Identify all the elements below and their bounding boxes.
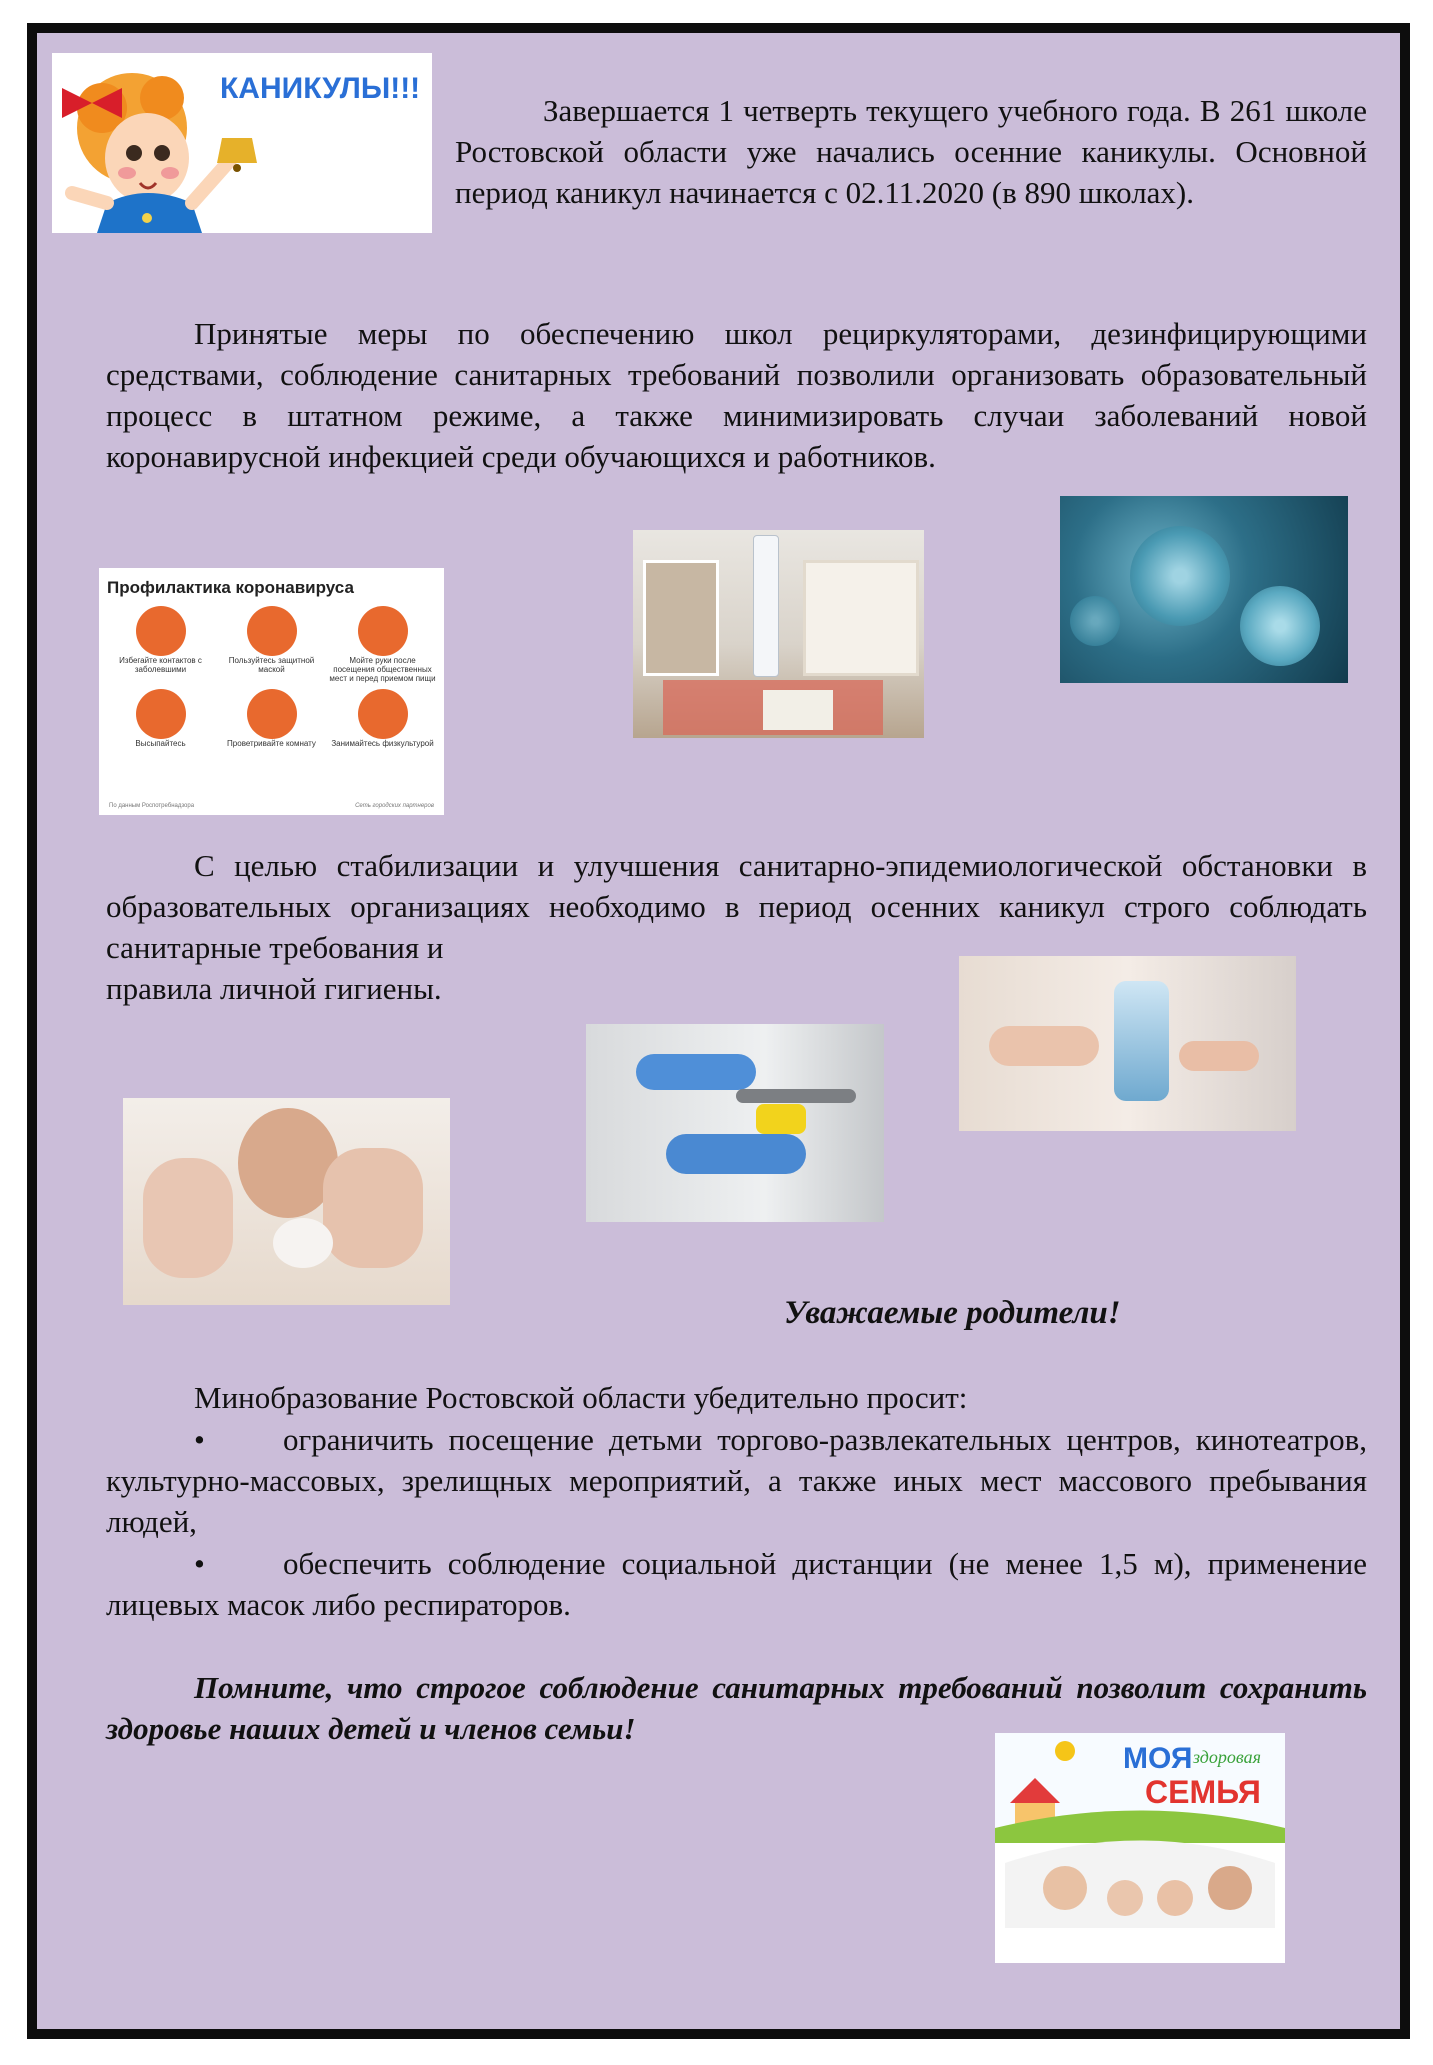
gloved-hand bbox=[636, 1054, 756, 1090]
gloved-hand bbox=[666, 1134, 806, 1174]
stabilize-paragraph-end: правила личной гигиены. bbox=[106, 971, 442, 1006]
logo-word-family: СЕМЬЯ bbox=[1145, 1774, 1261, 1810]
hand bbox=[989, 1026, 1099, 1066]
hand bbox=[323, 1148, 423, 1268]
poster-item: Мойте руки после посещения общественных мест и перед приемом пищи bbox=[329, 606, 436, 683]
logo-word-healthy: здоровая bbox=[1193, 1747, 1261, 1767]
mother-face bbox=[1043, 1866, 1087, 1910]
disinfect-door-handle-photo bbox=[586, 1024, 884, 1222]
wash-hands-icon bbox=[358, 606, 408, 656]
intro-paragraph: Завершается 1 четверть текущего учебного года. В 261 школе Ростовской области уже начались осенние каникулы. Основной период каникул начинается с 02.11.2020 (в 890 школах). bbox=[455, 93, 1367, 210]
ministry-request-lead: Минобразование Ростовской области убедительно просит: bbox=[194, 1380, 968, 1415]
washing-hands-photo bbox=[123, 1098, 450, 1305]
virus-particle bbox=[1130, 526, 1230, 626]
recirculator-device bbox=[753, 535, 779, 677]
father-face bbox=[1208, 1866, 1252, 1910]
poster-title: Профилактика коронавируса bbox=[107, 578, 354, 597]
child-face bbox=[1107, 1880, 1143, 1916]
cartoon-child-illustration bbox=[52, 53, 432, 233]
virus-particle bbox=[1240, 586, 1320, 666]
soap-foam bbox=[273, 1218, 333, 1268]
poster-footer-left: По данным Роспотребнадзора bbox=[109, 803, 195, 809]
yellow-cloth bbox=[756, 1104, 806, 1134]
poster-item: Избегайте контактов с заболевшими bbox=[107, 606, 214, 683]
child-face bbox=[1157, 1880, 1193, 1916]
prevention-poster bbox=[99, 568, 444, 815]
bullet-symbol: • bbox=[194, 1422, 205, 1457]
measures-paragraph: Принятые меры по обеспечению школ рециркуляторами, дезинфицирующими средствами, соблюдение санитарных требований позволили организовать образовательный процесс в штатном режиме, а также минимизировать случаи заболеваний новой коронавирусной инфекцией среди обучающихся и работников. bbox=[106, 316, 1367, 474]
coronavirus-photo bbox=[1060, 496, 1348, 683]
poster-item: Проветривайте комнату bbox=[218, 689, 325, 748]
request-item: ограничить посещение детьми торгово-развлекательных центров, кинотеатров, культурно-массовых, зрелищных мероприятий, а также иных мест массового пребывания людей, bbox=[106, 1422, 1367, 1539]
stabilize-paragraph: С целью стабилизации и улучшения санитарно-эпидемиологической обстановки в образовательных организациях необходимо в период осенних каникул строго соблюдать санитарные требования и bbox=[106, 848, 1367, 965]
hand bbox=[1179, 1041, 1259, 1071]
family-illustration bbox=[995, 1733, 1285, 1963]
closing-reminder: Помните, что строгое соблюдение санитарных требований позволит сохранить здоровье наших детей и членов семьи! bbox=[106, 1670, 1367, 1746]
request-item: обеспечить соблюдение социальной дистанции (не менее 1,5 м), применение лицевых масок либо респираторов. bbox=[106, 1546, 1367, 1622]
poster-item: Высыпайтесь bbox=[107, 689, 214, 748]
mask-icon bbox=[247, 606, 297, 656]
sanitizer-bottle bbox=[1114, 981, 1169, 1101]
ventilate-icon bbox=[247, 689, 297, 739]
sleep-icon bbox=[136, 689, 186, 739]
vacation-logo-text: КАНИКУЛЫ!!! bbox=[220, 72, 421, 105]
hand bbox=[143, 1158, 233, 1278]
hand-sanitizer-photo bbox=[959, 956, 1296, 1131]
poster-footer-right: Сеть городских партнеров bbox=[355, 803, 434, 809]
healthy-family-logo bbox=[995, 1733, 1285, 1963]
parents-heading: Уважаемые родители! bbox=[784, 1295, 1121, 1331]
poster-item: Занимайтесь физкультурой bbox=[329, 689, 436, 748]
door-handle bbox=[736, 1089, 856, 1103]
logo-word-my: МОЯ bbox=[1123, 1742, 1193, 1775]
classroom-recirculator-photo bbox=[633, 530, 924, 738]
exercise-icon bbox=[358, 689, 408, 739]
virus-particle bbox=[1070, 596, 1120, 646]
vacation-logo-image bbox=[52, 53, 432, 233]
leaflet-page bbox=[27, 23, 1410, 2039]
poster-item: Пользуйтесь защитной маской bbox=[218, 606, 325, 683]
avoid-contact-icon bbox=[136, 606, 186, 656]
sun-icon bbox=[1055, 1741, 1075, 1761]
bullet-symbol: • bbox=[194, 1546, 205, 1581]
